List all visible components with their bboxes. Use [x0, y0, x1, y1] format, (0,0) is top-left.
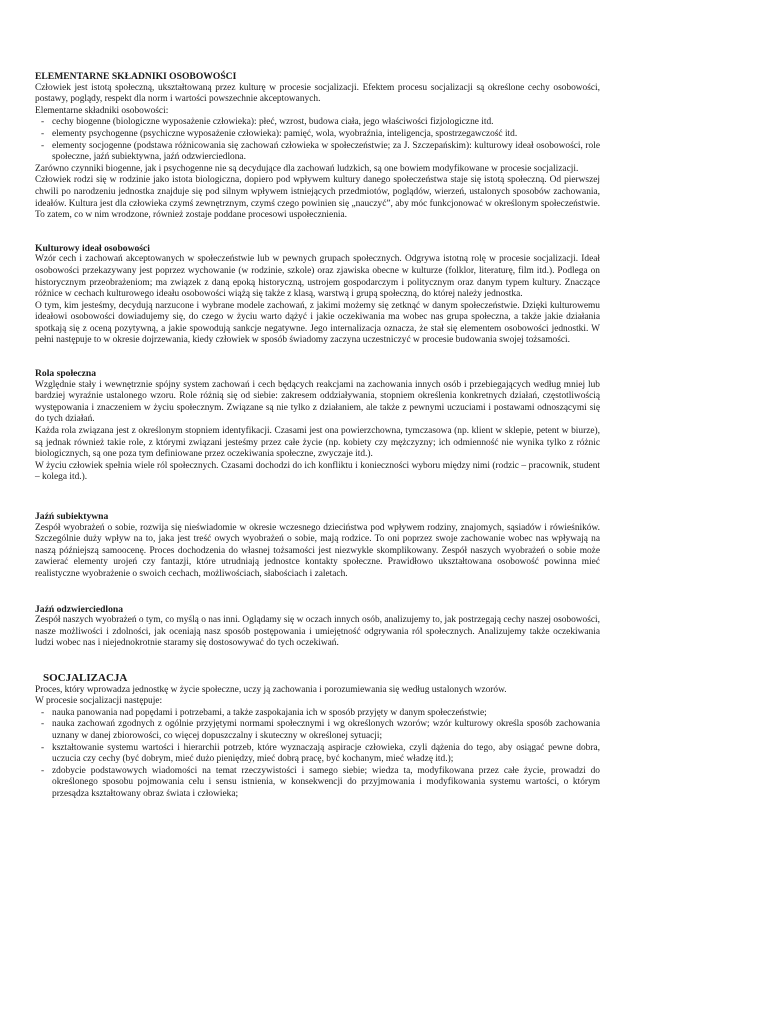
paragraph: Względnie stały i wewnętrznie spójny system zachowań i cech będących reakcjami na zachowania innych osób i przebiegających według mniej lub bardziej wyraźnie ustalonego wzoru. Role różnią się od siebie: zakresem oddziaływania, stopniem określenia konkretnych działań, częstotliwością występowania i znaczeniem w życiu społecznym. Związane są nie tylko z działaniem, ale także z pewnymi uczuciami i postawami odnoszącymi się do tych działań. — [35, 379, 600, 425]
bullet-list — [35, 708, 600, 801]
paragraph: Zespół naszych wyobrażeń o tym, co myślą o nas inni. Oglądamy się w oczach innych osób, analizujemy to, jak postrzegają cechy naszej osobowości, nasze możliwości i zdolności, jak oceniają nasz sposób postępowania i umiejętność odgrywania ról społecznych. Analizujemy także oczekiwania ludzi wobec nas i niejednokrotnie staramy się dostosowywać do tych oczekiwań. — [35, 615, 600, 649]
list-lead: W procesie socjalizacji następuje: — [35, 696, 163, 707]
section-heading: ELEMENTARNE SKŁADNIKI OSOBOWOŚCI — [35, 71, 237, 82]
document-body — [35, 71, 600, 800]
section-jazn-odzwierciedlona — [35, 604, 600, 650]
paragraph: Wzór cech i zachowań akceptowanych w społeczeństwie lub w pewnych grupach społecznych. Odgrywa istotną rolę w procesie socjalizacji. Ideał osobowości przekazywany jest poprzez wychowanie (w rodzinie, szkole) oraz zjawiska obecne w kulturze (folklor, literaturę, film itd.). Podlega on historycznym przeobrażeniom; ma związek z daną epoką historyczną, ustrojem gospodarczym i politycznym oraz danym typem kultury. Znaczące różnice w cechach kulturowego ideału osobowości wiążą się także z klasą, warstwą i grupą społeczną, do której należy jednostka. — [35, 254, 600, 300]
list-item: - zdobycie podstawowych wiadomości na temat rzeczywistości i samego siebie; wiedza ta, modyfikowana przez całe życie, prowadzi do określonego sposobu pojmowania celu i sensu istnienia, w konsekwencji do przyjmowania i modyfikowania systemu wartości, o którym przesądza kształtowany obraz świata i człowieka; — [35, 766, 600, 801]
paragraph: Zespół wyobrażeń o sobie, rozwija się nieświadomie w okresie wczesnego dzieciństwa pod wpływem rodziny, znajomych, sąsiadów i rówieśników. Szczególnie duży wpływ na to, jaka jest treść owych wyobrażeń o sobie, mają rodzice. To oni poprzez swoje zachowanie wobec nas wpływają na naszą późniejszą samoocenę. Proces dochodzenia do własnej tożsamości jest niezwykle skomplikowany. Zespół naszych wyobrażeń o sobie może zawierać elementy urojeń czy fantazji, które utrudniają jednostce kontakty społeczne. Prawidłowo ukształtowana osobowość powinna mieć realistyczne wyobrażenie o swoich cechach, możliwościach, słabościach i zaletach. — [35, 522, 600, 579]
section-kulturowy-ideal — [35, 243, 600, 347]
section-rola-spoleczna — [35, 368, 600, 484]
section-heading: Jaźń subiektywna — [35, 511, 109, 522]
list-item: - nauka panowania nad popędami i potrzebami, a także zaspokajania ich w sposób przyjęty w danym społeczeństwie; — [35, 708, 600, 720]
list-item: - nauka zachowań zgodnych z ogólnie przyjętymi normami społecznymi i wg określonych wzorów; wzór kulturowy określa sposób zachowania uznany w danej zbiorowości, co więcej dopuszczalny i skuteczny w określonej sytuacji; — [35, 719, 600, 742]
paragraph: Zarówno czynniki biogenne, jak i psychogenne nie są decydujące dla zachowań ludzkich, są one bowiem modyfikowane w procesie socjalizacji. — [35, 163, 579, 174]
section-heading: Kulturowy ideał osobowości — [35, 242, 150, 254]
list-lead: Elementarne składniki osobowości: — [35, 105, 169, 116]
paragraph: O tym, kim jesteśmy, decydują narzucone i wybrane modele zachowań, z jakimi możemy się zetknąć w danym społeczeństwie. Dzięki kulturowemu ideałowi osobowości dowiadujemy się, do czego w życiu warto dążyć i jakie oczekiwania ma wobec nas grupa społeczna, a także jakie działania spotkają się z oceną pozytywną, a jakie spowodują sankcje negatywne. Jego internalizacja oznacza, że stał się elementem osobowości jednostki. W pełni następuje to w okresie dojrzewania, kiedy człowiek w sposób świadomy zaczyna uczestniczyć w procesie budowania swojej tożsamości. — [35, 300, 600, 346]
paragraph: Człowiek rodzi się w rodzinie jako istota biologiczna, dopiero pod wpływem kultury danego społeczeństwa staje się istotą społeczną. Od pierwszej chwili po narodzeniu jednostka znajduje się pod silnym wpływem istniejących przedmiotów, poglądów, wierzeń, ustalonych sposobów zachowania, ideałów. Kultura jest dla człowieka czymś zewnętrznym, czymś czego powinien się „nauczyć”, aby móc funkcjonować w określonym społeczeństwie. To zatem, co w nim wrodzone, również zostaje poddane procesowi uspołecznienia. — [35, 175, 600, 221]
paragraph: Każda rola związana jest z określonym stopniem identyfikacji. Czasami jest ona powierzchowna, tymczasowa (np. klient w sklepie, petent w biurze), są jednak również takie role, z którymi związani jesteśmy przez całe życie (np. kobiety czy mężczyzny; ich odmienność nie wynika tylko z różnic biologicznych, są one poza tym definiowane przez oczekiwania społeczne, zwyczaje itd.). — [35, 426, 600, 460]
paragraph: W życiu człowiek spełnia wiele ról społecznych. Czasami dochodzi do ich konfliktu i konieczności wyboru między nimi (rodzic – pracownik, student – kolega itd.). — [35, 460, 600, 483]
section-elementarne-skladniki — [35, 71, 600, 222]
paragraph: Człowiek jest istotą społeczną, ukształtowaną przez kulturę w procesie socjalizacji. Efektem procesu socjalizacji są określone cechy osobowości, postawy, poglądy, respekt dla norm i wartości powszechnie akceptowanych. — [35, 82, 600, 105]
section-heading: Rola społeczna — [35, 368, 97, 380]
section-socjalizacja — [35, 673, 600, 801]
list-item: - kształtowanie systemu wartości i hierarchii potrzeb, które wyznaczają aspiracje człowieka, czyli dążenia do tego, aby osiągać pewne dobra, uczucia czy cechy (być dobrym, mieć dużo pieniędzy, mieć dobrą pracę, być kochanym, mieć władzę itd.); — [35, 743, 600, 766]
paragraph: Proces, który wprowadza jednostkę w życie społeczne, uczy ją zachowania i porozumiewania się według ustalonych wzorów. — [35, 684, 507, 695]
list-item: - elementy psychogenne (psychiczne wyposażenie człowieka): pamięć, wola, wyobraźnia, inteligencja, spostrzegawczość itd. — [35, 129, 600, 141]
list-item: - elementy socjogenne (podstawa różnicowania się zachowań człowieka w społeczeństwie; za J. Szczepańskim): kulturowy ideał osobowości, role społeczne, jaźń subiektywna, jaźń odzwierciedlona. — [35, 141, 600, 164]
section-jazn-subiektywna — [35, 511, 600, 581]
section-heading: Jaźń odzwierciedlona — [35, 603, 124, 615]
bullet-list — [35, 117, 600, 163]
section-heading: SOCJALIZACJA — [43, 671, 128, 684]
list-item: - cechy biogenne (biologiczne wyposażenie człowieka): płeć, wzrost, budowa ciała, jego właściwości fizjologiczne itd. — [35, 117, 600, 129]
